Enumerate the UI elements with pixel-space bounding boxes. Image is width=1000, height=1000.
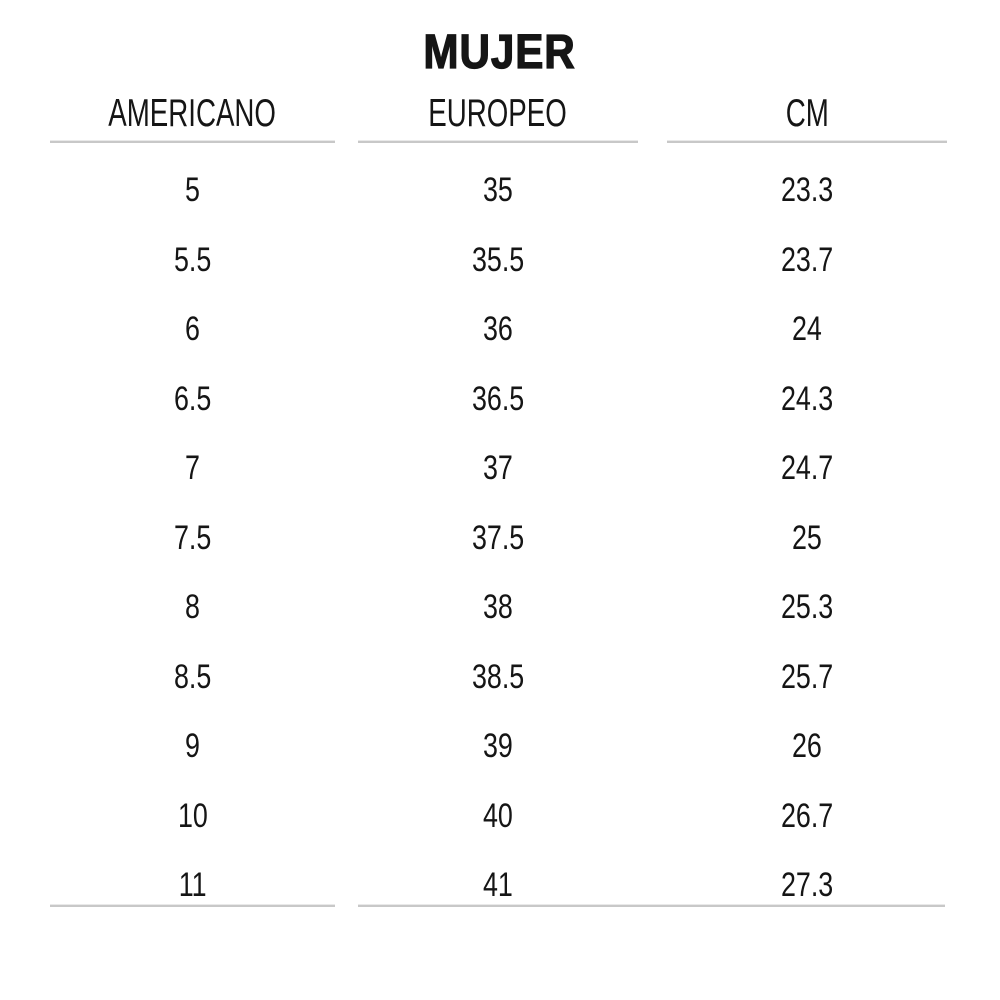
table-cell: 11 (178, 866, 207, 904)
table-cell: 8 (185, 588, 200, 626)
table-cell: 6 (185, 310, 200, 348)
table-cell: 25.3 (780, 588, 834, 626)
table-cell: 40 (483, 796, 513, 835)
bottom-rule-right (358, 904, 945, 907)
table-cell: 37.5 (471, 518, 525, 557)
table-cell: 26.7 (780, 796, 834, 835)
column-cm (667, 88, 947, 921)
table-cell: 5 (185, 171, 200, 209)
table-cell: 5.5 (173, 240, 212, 279)
table-cell: 37 (483, 449, 513, 487)
table-cell: 36 (483, 310, 513, 348)
column-americano (50, 88, 335, 921)
table-cell: 24.3 (780, 379, 834, 418)
table-cell: 25.7 (780, 657, 834, 696)
table-cell: 38.5 (471, 657, 525, 696)
table-cell: 35 (483, 171, 513, 209)
table-cell: 24 (792, 310, 822, 348)
table-cell: 41 (483, 866, 513, 904)
table-cell: 24.7 (780, 449, 834, 487)
table-cell: 9 (185, 727, 200, 765)
column-header-cm: CM (785, 92, 829, 135)
table-cell: 35.5 (471, 240, 525, 279)
column-europeo (358, 88, 638, 921)
size-chart-table (50, 88, 947, 921)
table-cell: 8.5 (173, 657, 212, 696)
table-cell: 6.5 (173, 379, 212, 418)
bottom-rule-left (50, 904, 335, 907)
table-cell: 7 (185, 449, 200, 487)
row-spacer (50, 143, 335, 156)
table-cell: 38 (483, 588, 513, 626)
row-spacer (358, 143, 638, 156)
table-cell: 23.3 (780, 171, 834, 209)
table-cell: 39 (483, 727, 513, 765)
table-cell: 7.5 (173, 518, 212, 557)
table-cell: 25 (792, 518, 822, 557)
row-spacer (667, 143, 947, 156)
page-title-text: MUJER (423, 26, 577, 79)
column-header-americano: AMERICANO (108, 92, 277, 135)
table-cell: 27.3 (780, 866, 834, 904)
table-cell: 26 (792, 727, 822, 765)
table-cell: 10 (177, 796, 208, 835)
table-cell: 36.5 (471, 379, 525, 418)
column-header-europeo: EUROPEO (428, 92, 568, 135)
page-title (0, 28, 1000, 78)
table-cell: 23.7 (780, 240, 834, 279)
